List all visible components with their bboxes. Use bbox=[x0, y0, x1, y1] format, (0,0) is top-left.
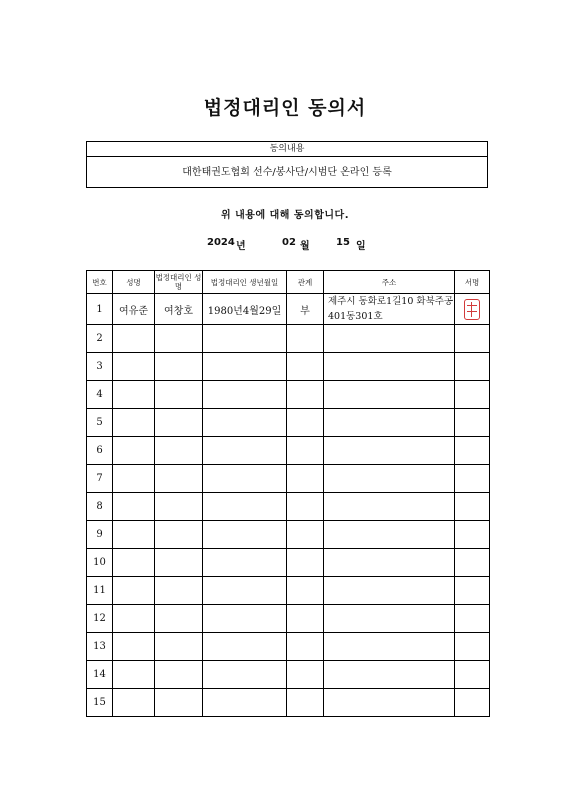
cell-guardian-dob: 1980년4월29일 bbox=[203, 294, 287, 325]
table-row bbox=[87, 325, 490, 353]
cell-member-name bbox=[113, 633, 155, 661]
cell-guardian-dob bbox=[203, 409, 287, 437]
cell-relation bbox=[287, 493, 324, 521]
cell-guardian-dob bbox=[203, 325, 287, 353]
cell-guardian-name bbox=[155, 325, 203, 353]
cell-row-number: 4 bbox=[87, 381, 113, 409]
cell-address bbox=[324, 325, 455, 353]
cell-member-name: 여유준 bbox=[113, 294, 155, 325]
cell-signature bbox=[455, 493, 490, 521]
cell-guardian-name bbox=[155, 493, 203, 521]
date-line bbox=[0, 237, 570, 251]
header-address: 주소 bbox=[324, 271, 455, 294]
cell-guardian-name bbox=[155, 409, 203, 437]
table-row bbox=[87, 294, 490, 325]
table-row bbox=[87, 577, 490, 605]
cell-guardian-dob bbox=[203, 661, 287, 689]
cell-guardian-dob bbox=[203, 381, 287, 409]
cell-row-number: 7 bbox=[87, 465, 113, 493]
cell-row-number: 3 bbox=[87, 353, 113, 381]
cell-guardian-dob bbox=[203, 577, 287, 605]
cell-address bbox=[324, 549, 455, 577]
cell-guardian-dob bbox=[203, 493, 287, 521]
cell-row-number: 14 bbox=[87, 661, 113, 689]
cell-row-number: 6 bbox=[87, 437, 113, 465]
table-row bbox=[87, 353, 490, 381]
consent-box bbox=[86, 141, 488, 188]
cell-relation bbox=[287, 465, 324, 493]
cell-guardian-dob bbox=[203, 353, 287, 381]
cell-relation bbox=[287, 409, 324, 437]
cell-row-number: 12 bbox=[87, 605, 113, 633]
cell-signature bbox=[455, 353, 490, 381]
cell-row-number: 11 bbox=[87, 577, 113, 605]
cell-member-name bbox=[113, 605, 155, 633]
cell-guardian-name bbox=[155, 549, 203, 577]
cell-guardian-name bbox=[155, 437, 203, 465]
cell-address bbox=[324, 605, 455, 633]
cell-guardian-name bbox=[155, 521, 203, 549]
cell-address bbox=[324, 689, 455, 717]
cell-row-number: 1 bbox=[87, 294, 113, 325]
header-guardian-name: 법정대리인 성명 bbox=[155, 271, 203, 294]
cell-relation bbox=[287, 381, 324, 409]
date-year-unit: 년 bbox=[236, 241, 246, 252]
cell-guardian-dob bbox=[203, 521, 287, 549]
cell-member-name bbox=[113, 325, 155, 353]
cell-guardian-name bbox=[155, 661, 203, 689]
header-signature: 서명 bbox=[455, 271, 490, 294]
cell-guardian-dob bbox=[203, 633, 287, 661]
table-row bbox=[87, 521, 490, 549]
cell-address bbox=[324, 633, 455, 661]
cell-guardian-dob bbox=[203, 549, 287, 577]
document-title: 법정대리인 동의서 bbox=[203, 97, 367, 119]
cell-guardian-dob bbox=[203, 605, 287, 633]
cell-guardian-dob bbox=[203, 437, 287, 465]
cell-member-name bbox=[113, 661, 155, 689]
cell-member-name bbox=[113, 353, 155, 381]
table-header-row bbox=[87, 271, 490, 294]
table-row bbox=[87, 661, 490, 689]
consent-header: 동의내용 bbox=[87, 142, 487, 157]
cell-row-number: 9 bbox=[87, 521, 113, 549]
cell-member-name bbox=[113, 437, 155, 465]
cell-guardian-name bbox=[155, 689, 203, 717]
cell-relation bbox=[287, 577, 324, 605]
cell-signature bbox=[455, 689, 490, 717]
cell-relation bbox=[287, 353, 324, 381]
cell-relation bbox=[287, 325, 324, 353]
cell-address bbox=[324, 381, 455, 409]
cell-guardian-name: 여창호 bbox=[155, 294, 203, 325]
cell-address bbox=[324, 521, 455, 549]
cell-relation bbox=[287, 549, 324, 577]
header-name: 성명 bbox=[113, 271, 155, 294]
header-no: 번호 bbox=[87, 271, 113, 294]
cell-row-number: 8 bbox=[87, 493, 113, 521]
cell-address bbox=[324, 437, 455, 465]
agreement-statement: 위 내용에 대해 동의합니다. bbox=[220, 210, 349, 221]
cell-relation: 부 bbox=[287, 294, 324, 325]
cell-relation bbox=[287, 661, 324, 689]
date-day: 15 bbox=[336, 237, 350, 248]
cell-relation bbox=[287, 521, 324, 549]
cell-signature bbox=[455, 577, 490, 605]
cell-guardian-name bbox=[155, 381, 203, 409]
cell-guardian-name bbox=[155, 633, 203, 661]
cell-signature bbox=[455, 605, 490, 633]
table-row bbox=[87, 633, 490, 661]
table-row bbox=[87, 493, 490, 521]
cell-signature bbox=[455, 549, 490, 577]
guardian-roster-table bbox=[86, 270, 490, 717]
date-year: 2024 bbox=[207, 237, 235, 248]
cell-row-number: 15 bbox=[87, 689, 113, 717]
cell-signature bbox=[455, 521, 490, 549]
table-row bbox=[87, 409, 490, 437]
date-day-unit: 일 bbox=[356, 241, 366, 252]
cell-address bbox=[324, 577, 455, 605]
cell-signature bbox=[455, 633, 490, 661]
cell-guardian-dob bbox=[203, 689, 287, 717]
table-row bbox=[87, 549, 490, 577]
cell-relation bbox=[287, 633, 324, 661]
cell-row-number: 10 bbox=[87, 549, 113, 577]
cell-member-name bbox=[113, 549, 155, 577]
cell-signature bbox=[455, 381, 490, 409]
cell-signature bbox=[455, 661, 490, 689]
cell-guardian-name bbox=[155, 465, 203, 493]
consent-content: 대한태권도협회 선수/봉사단/시범단 온라인 등록 bbox=[182, 167, 392, 178]
cell-address bbox=[324, 493, 455, 521]
cell-signature bbox=[455, 437, 490, 465]
header-guardian-dob: 법정대리인 생년월일 bbox=[203, 271, 287, 294]
cell-row-number: 2 bbox=[87, 325, 113, 353]
date-month-unit: 월 bbox=[300, 241, 310, 252]
cell-row-number: 5 bbox=[87, 409, 113, 437]
table-row bbox=[87, 465, 490, 493]
date-month: 02 bbox=[282, 237, 296, 248]
cell-row-number: 13 bbox=[87, 633, 113, 661]
table-row bbox=[87, 689, 490, 717]
cell-address bbox=[324, 465, 455, 493]
table-row bbox=[87, 605, 490, 633]
header-relation: 관계 bbox=[287, 271, 324, 294]
cell-guardian-name bbox=[155, 605, 203, 633]
cell-relation bbox=[287, 689, 324, 717]
cell-member-name bbox=[113, 409, 155, 437]
cell-signature bbox=[455, 465, 490, 493]
cell-member-name bbox=[113, 577, 155, 605]
cell-address bbox=[324, 409, 455, 437]
cell-address bbox=[324, 353, 455, 381]
table-row bbox=[87, 381, 490, 409]
seal-stamp-icon bbox=[464, 299, 480, 320]
cell-signature bbox=[455, 325, 490, 353]
cell-guardian-name bbox=[155, 353, 203, 381]
cell-member-name bbox=[113, 689, 155, 717]
cell-signature bbox=[455, 294, 490, 325]
cell-member-name bbox=[113, 381, 155, 409]
cell-address: 제주시 동화로1길10 화북주공401동301호 bbox=[324, 294, 455, 325]
cell-member-name bbox=[113, 465, 155, 493]
cell-relation bbox=[287, 437, 324, 465]
cell-guardian-dob bbox=[203, 465, 287, 493]
cell-member-name bbox=[113, 521, 155, 549]
cell-member-name bbox=[113, 493, 155, 521]
cell-guardian-name bbox=[155, 577, 203, 605]
cell-signature bbox=[455, 409, 490, 437]
cell-relation bbox=[287, 605, 324, 633]
cell-address bbox=[324, 661, 455, 689]
table-row bbox=[87, 437, 490, 465]
